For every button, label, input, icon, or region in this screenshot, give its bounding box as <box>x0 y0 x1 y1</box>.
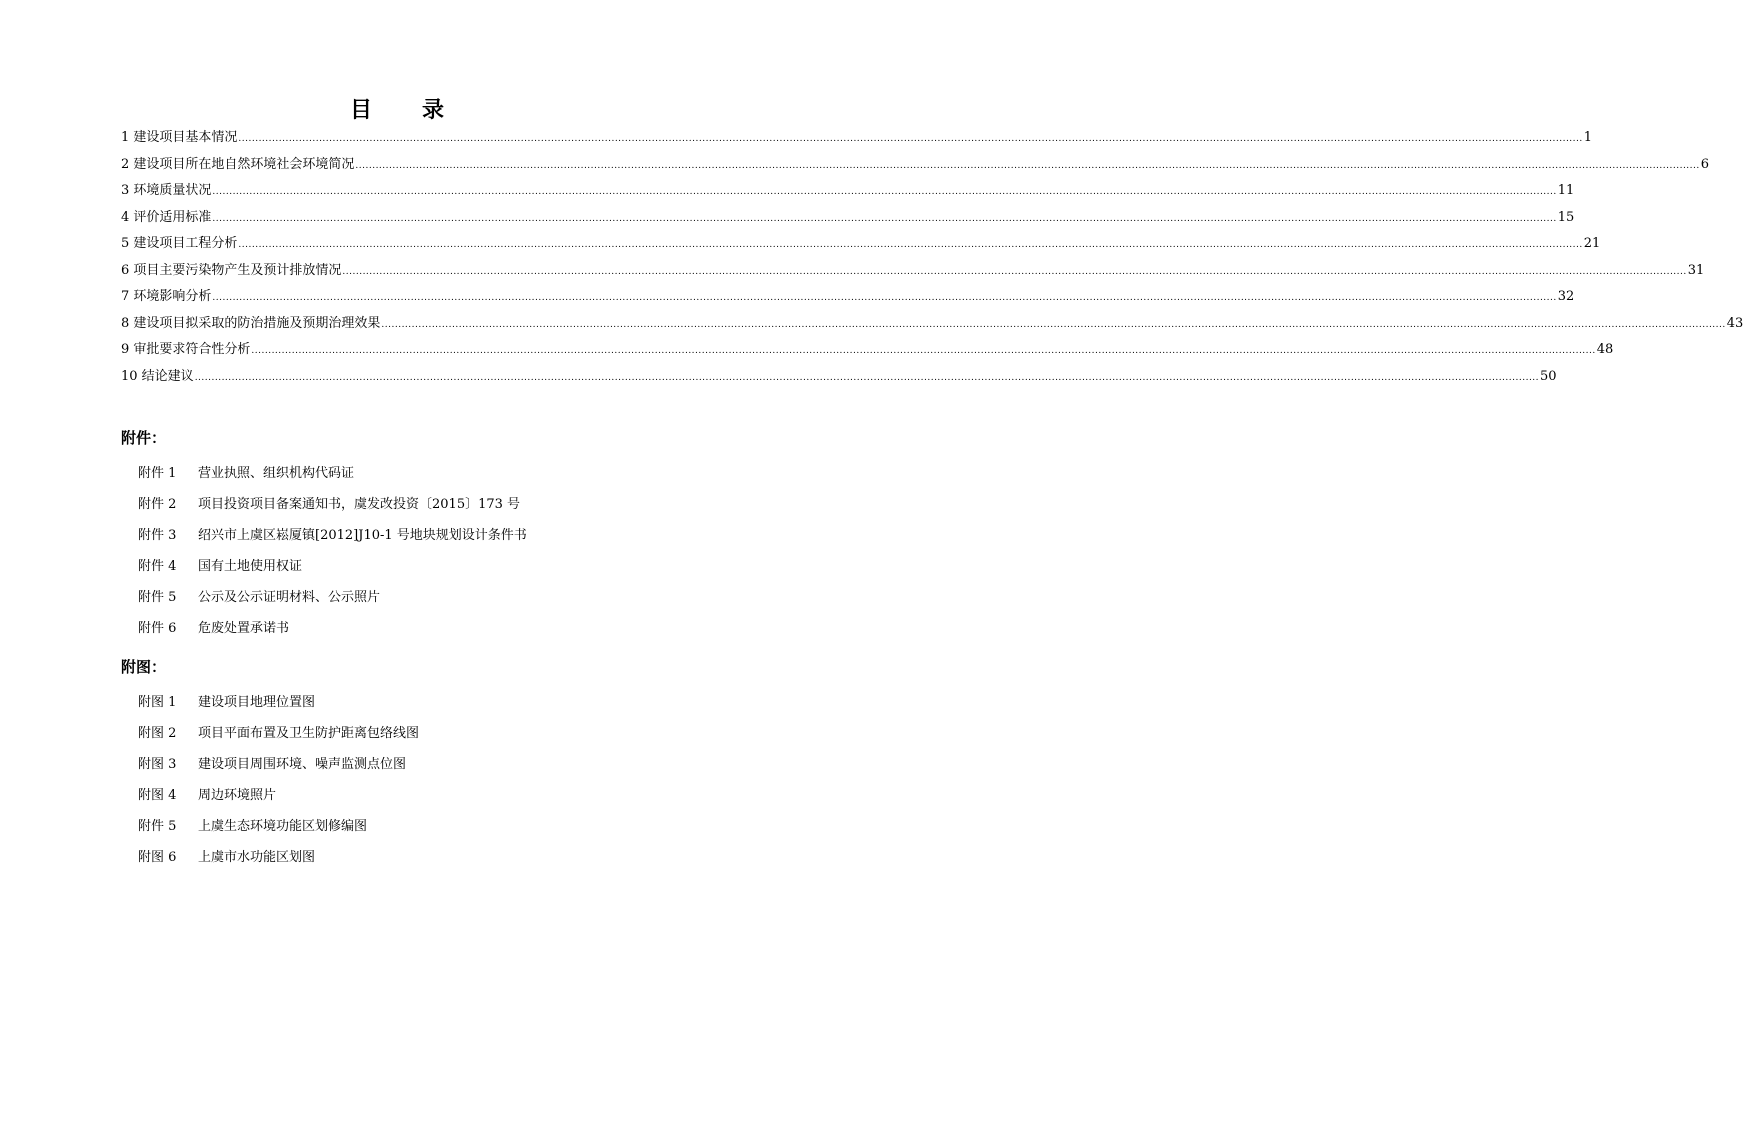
attachment-title: 危废处置承诺书 <box>198 621 290 636</box>
attachment-item <box>138 551 698 582</box>
page-title <box>0 94 794 126</box>
toc-leader-dots: ................................................................................................................................................................................................................................................................................................................................................................................................................ <box>342 266 1687 277</box>
attachment-number: 附件 6 <box>138 621 177 636</box>
figure-number: 附件 5 <box>138 819 177 834</box>
toc-leader-dots: ................................................................................................................................................................................................................................................................................................................................................................................................................ <box>355 160 1700 171</box>
toc-leader-dots: ................................................................................................................................................................................................................................................................................................................................................................................................................ <box>251 346 1596 356</box>
title-char-right: 录 <box>422 97 445 123</box>
toc-entry-page: 15 <box>1557 209 1575 225</box>
toc-entry-title: 6 项目主要污染物产生及预计排放情况 <box>121 262 342 278</box>
toc-entry-page: 48 <box>1596 342 1614 357</box>
toc-entry[interactable] <box>121 311 1743 338</box>
toc-leader-dots: ................................................................................................................................................................................................................................................................................................................................................................................................................ <box>194 372 1540 383</box>
attachment-title: 绍兴市上虞区崧厦镇[2012]J10-1 号地块规划设计条件书 <box>198 528 527 543</box>
toc-entry-title: 10 结论建议 <box>121 368 194 384</box>
figure-title: 建设项目地理位置图 <box>198 695 316 710</box>
figure-number: 附图 4 <box>138 788 177 803</box>
attachment-title: 营业执照、组织机构代码证 <box>198 466 355 481</box>
figure-title: 周边环境照片 <box>198 788 277 803</box>
attachment-number: 附件 1 <box>138 466 177 481</box>
toc-leader-dots: ................................................................................................................................................................................................................................................................................................................................................................................................................ <box>381 319 1726 330</box>
attachment-title: 公示及公示证明材料、公示照片 <box>198 590 381 605</box>
figure-item <box>138 842 698 873</box>
figures-heading: 附图： <box>121 658 167 676</box>
figure-item <box>138 780 698 811</box>
toc-entry[interactable] <box>121 258 1705 285</box>
toc-entry[interactable] <box>121 125 1593 152</box>
attachment-item <box>138 458 698 489</box>
toc-entry-title: 1 建设项目基本情况 <box>121 130 238 145</box>
toc-entry[interactable] <box>121 364 1557 391</box>
toc-entry[interactable] <box>121 152 1710 179</box>
figure-item <box>138 687 698 718</box>
toc-entry-page: 6 <box>1700 156 1710 172</box>
attachments-list <box>138 458 698 644</box>
toc-entry-title: 7 环境影响分析 <box>121 289 212 304</box>
toc-entry-title: 2 建设项目所在地自然环境社会环境简况 <box>121 156 355 172</box>
figure-title: 建设项目周围环境、噪声监测点位图 <box>198 757 407 772</box>
figure-number: 附图 2 <box>138 726 177 741</box>
toc-entry[interactable] <box>121 205 1575 232</box>
attachment-item <box>138 613 698 644</box>
toc-entry-title: 8 建设项目拟采取的防治措施及预期治理效果 <box>121 315 381 331</box>
toc-entry[interactable] <box>121 231 1601 258</box>
toc-entry-page: 32 <box>1557 289 1575 304</box>
toc-leader-dots: ................................................................................................................................................................................................................................................................................................................................................................................................................ <box>212 293 1557 303</box>
toc-entry-page: 11 <box>1557 183 1575 198</box>
attachment-number: 附件 4 <box>138 559 177 574</box>
figure-title: 项目平面布置及卫生防护距离包络线图 <box>198 726 420 741</box>
toc-leader-dots: ................................................................................................................................................................................................................................................................................................................................................................................................................ <box>212 187 1557 197</box>
toc-entry[interactable] <box>121 178 1575 205</box>
figure-title: 上虞生态环境功能区划修编图 <box>198 819 368 834</box>
toc-entry-title: 5 建设项目工程分析 <box>121 236 238 251</box>
figure-title: 上虞市水功能区划图 <box>198 850 316 865</box>
toc-entry-page: 43 <box>1726 315 1743 331</box>
toc-entry[interactable] <box>121 337 1614 364</box>
attachments-heading: 附件： <box>121 429 167 447</box>
toc-entry-page: 1 <box>1583 130 1593 145</box>
figure-item <box>138 718 698 749</box>
attachment-item <box>138 582 698 613</box>
toc-entry[interactable] <box>121 284 1575 311</box>
attachment-title: 项目投资项目备案通知书，虞发改投资〔2015〕173 号 <box>198 497 521 512</box>
table-of-contents <box>121 125 1743 390</box>
attachment-item <box>138 520 698 551</box>
toc-entry-title: 3 环境质量状况 <box>121 183 212 198</box>
figure-number: 附图 1 <box>138 695 177 710</box>
toc-entry-page: 31 <box>1687 262 1705 278</box>
figure-number: 附图 3 <box>138 757 177 772</box>
attachment-number: 附件 3 <box>138 528 177 543</box>
attachment-title: 国有土地使用权证 <box>198 559 303 574</box>
attachment-item <box>138 489 698 520</box>
toc-entry-title: 9 审批要求符合性分析 <box>121 342 251 357</box>
attachment-number: 附件 2 <box>138 497 177 512</box>
figure-item <box>138 749 698 780</box>
figure-number: 附图 6 <box>138 850 177 865</box>
toc-leader-dots: ................................................................................................................................................................................................................................................................................................................................................................................................................ <box>238 134 1583 144</box>
toc-leader-dots: ................................................................................................................................................................................................................................................................................................................................................................................................................ <box>238 240 1583 250</box>
toc-entry-page: 21 <box>1583 236 1601 251</box>
toc-entry-page: 50 <box>1540 368 1557 384</box>
attachment-number: 附件 5 <box>138 590 177 605</box>
title-char-left: 目 <box>349 97 372 123</box>
toc-entry-title: 4 评价适用标准 <box>121 209 212 225</box>
figure-item <box>138 811 698 842</box>
toc-leader-dots: ................................................................................................................................................................................................................................................................................................................................................................................................................ <box>212 213 1557 224</box>
figures-list <box>138 687 698 873</box>
